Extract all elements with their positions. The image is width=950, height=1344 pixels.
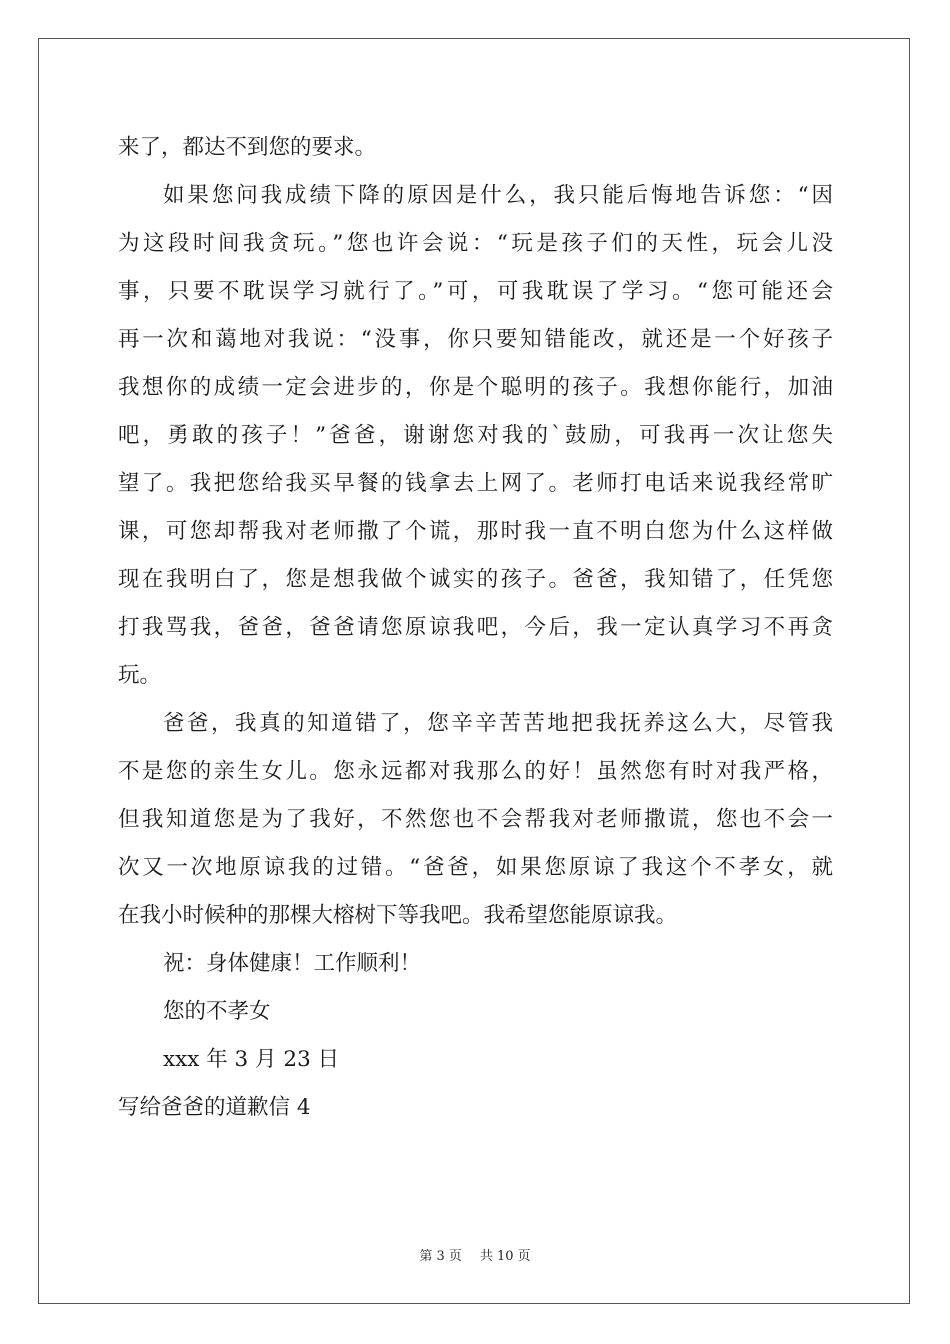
- paragraph-start-line: 如果您问我成绩下降的原因是什么，我只能后悔地告诉您：“因: [163, 183, 833, 208]
- text-line: 再一次和蔼地对我说：“没事，你只要知错能改，就还是一个好孩子: [118, 327, 833, 352]
- text-line: 为这段时间我贪玩。”您也许会说：“玩是孩子们的天性，玩会儿没: [118, 231, 833, 256]
- text-line: 但我知道您是为了我好，不然您也不会帮我对老师撒谎，您也不会一: [118, 807, 833, 832]
- paragraph-start-line: 爸爸，我真的知道错了，您辛辛苦苦地把我抚养这么大，尽管我: [163, 711, 833, 736]
- total-pages: 共 10 页: [479, 1249, 531, 1264]
- text-line: 玩。: [118, 663, 162, 688]
- document-body: [118, 124, 833, 1132]
- closing-wish: 祝：身体健康！工作顺利！: [163, 951, 422, 976]
- signature: 您的不孝女: [163, 999, 271, 1024]
- text-line: 来了，都达不到您的要求。: [118, 135, 377, 160]
- text-line: 次又一次地原谅我的过错。“爸爸，如果您原谅了我这个不孝女，就: [118, 855, 833, 880]
- text-line: 我想你的成绩一定会进步的，你是个聪明的孩子。我想你能行，加油: [118, 375, 833, 400]
- text-line: 望了。我把您给我买早餐的钱拿去上网了。老师打电话来说我经常旷: [118, 471, 833, 496]
- page-footer: [0, 1248, 950, 1266]
- letter-date: xxx 年 3 月 23 日: [163, 1047, 340, 1072]
- text-line: 现在我明白了，您是想我做个诚实的孩子。爸爸，我知错了，任凭您: [118, 567, 833, 592]
- text-line: 课，可您却帮我对老师撒了个谎，那时我一直不明白您为什么这样做: [118, 519, 833, 544]
- text-line: 不是您的亲生女儿。您永远都对我那么的好！虽然您有时对我严格，: [118, 759, 833, 784]
- section-heading: 写给爸爸的道歉信 4: [118, 1095, 311, 1120]
- page-number: 第 3 页: [419, 1249, 462, 1264]
- text-line: 在我小时候种的那棵大榕树下等我吧。我希望您能原谅我。: [118, 903, 678, 928]
- text-line: 事，只要不耽误学习就行了。”可，可我耽误了学习。“您可能还会: [118, 279, 833, 304]
- text-line: 吧，勇敢的孩子！”爸爸，谢谢您对我的`鼓励，可我再一次让您失: [118, 423, 833, 448]
- text-line: 打我骂我，爸爸，爸爸请您原谅我吧，今后，我一定认真学习不再贪: [118, 615, 833, 640]
